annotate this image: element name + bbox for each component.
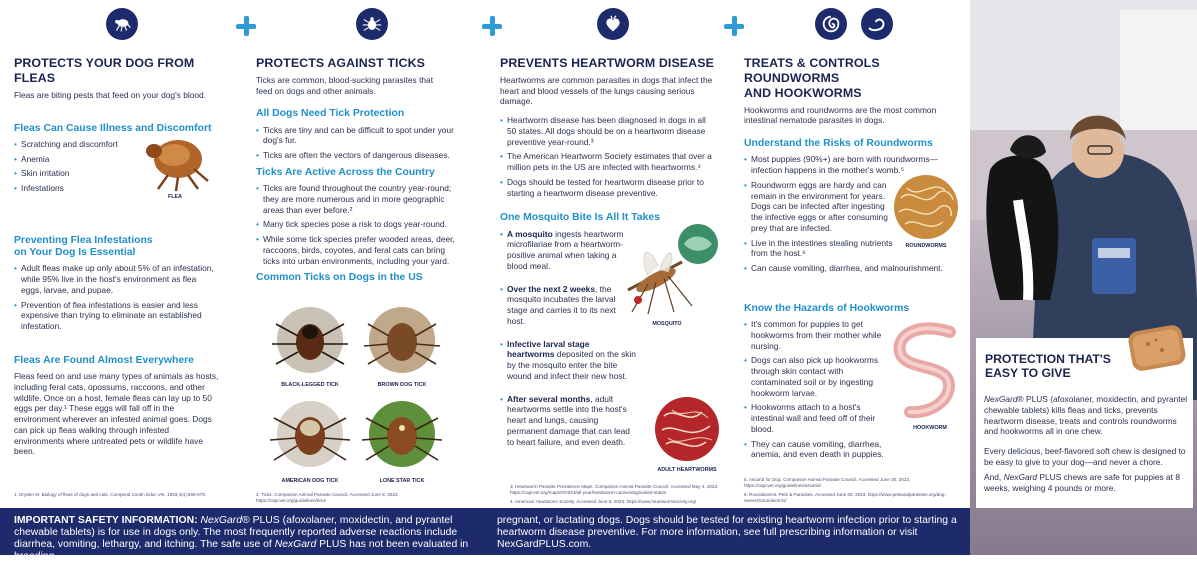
black-legged-tick-image (272, 307, 348, 373)
chew-tablet-image (1126, 322, 1188, 374)
hookworm-illustration (890, 318, 962, 422)
list-item: • They can cause vomiting, diarrhea, anemia, and even death in puppies. (744, 439, 884, 461)
list-item: • The American Heartworm Society estimates that over a million pets in the US are infected with heartworms.⁴ (500, 151, 715, 173)
ticks-heading-protection: All Dogs Need Tick Protection (256, 108, 405, 120)
list-item: • Dogs can also pick up hookworms through skin contact with contaminated soil or by ingesting hookworm larvae. (744, 355, 884, 398)
safety-text-left: IMPORTANT SAFETY INFORMATION: NexGard® PLUS (afoxolaner, moxidectin, and pyrantel chewable tablets) is for use in dogs only. The most frequently reported adverse reactions include diarrhea, vomiting, lethargy, and itching. The safe use of NexGard PLUS has not been evaluated in breeding, (14, 515, 469, 562)
plus-icon (236, 16, 256, 36)
tick-label-black-legged: BLACK-LEGGED TICK (281, 382, 339, 388)
worms-heading-roundworms: Understand the Risks of Roundworms (744, 138, 933, 150)
fleas-everywhere-text: Fleas feed on and use many types of animals as hosts, including feral cats, opossums, raccoons, and other wildlife. Once on a host, female fleas can lay up to 50 eggs per day.¹ These eggs will fall off in the environment wherever an infested animal goes. Dogs can pick up fleas walking through infested environments where untreated pets or wildlife have been. (14, 371, 219, 457)
fleas-column (14, 52, 234, 461)
lone-star-tick-image (362, 401, 442, 467)
list-item: • A mosquito ingests heartworm microfilariae from a heartworm-positive animal when taking a blood meal. (500, 229, 636, 272)
list-item: • Ticks are often the vectors of dangerous diseases. (256, 150, 456, 161)
ticks-heading-active: Ticks Are Active Across the Country (256, 166, 435, 178)
ticks-intro: Ticks are common, blood-sucking parasites that feed on dogs and other animals. (256, 74, 434, 96)
worms-heading-hookworms: Know the Hazards of Hookworms (744, 302, 910, 314)
fleas-footnote: 1. Dryden M. Biology of fleas of dogs and cats. Compend Contin Educ Vet. 1993;4(4):569-579. (14, 492, 207, 497)
heart-icon (597, 8, 629, 40)
list-item: • Ticks are tiny and can be difficult to spot under your dog's fur. (256, 125, 456, 147)
tick-label-brown-dog: BROWN DOG TICK (377, 382, 427, 388)
list-item: • Adult fleas make up only about 5% of an infestation, while 95% live in the host's environment as flea eggs, larvae, and pupae. (14, 263, 219, 295)
fleas-title: PROTECTS YOUR DOG FROM FLEAS (14, 56, 195, 85)
list-item: • Many tick species pose a risk to dogs year-round. (256, 219, 464, 230)
heartworm-facts-list (500, 115, 715, 198)
list-item: • Skin irritation (14, 168, 134, 179)
fleas-heading-preventing: Preventing Flea Infestations on Your Dog Is Essential (14, 234, 153, 259)
promo-title: PROTECTION THAT'S EASY TO GIVE (985, 352, 1111, 381)
promo-text-1: NexGard® PLUS (afoxolaner, moxidectin, and pyrantel chewable tablets) kills fleas and ticks, prevents heartworm disease, treats and controls roundworms and hookworms all in one chew. (984, 394, 1188, 437)
list-item: • It's common for puppies to get hookworms from their mother while nursing. (744, 319, 884, 351)
fleas-heading-illness: Fleas Can Cause Illness and Discomfort (14, 122, 212, 134)
list-item: • Prevention of flea infestations is easier and less expensive than trying to eliminate an established infestation. (14, 300, 219, 332)
list-item: • Ticks are found throughout the country year-round; they are more numerous and in more geographic areas than ever before.² (256, 183, 464, 215)
adult-heartworms-label: ADULT HEARTWORMS (657, 467, 717, 473)
list-item: • After several months, adult heartworms settle into the host's heart and lungs, causing permanent damage that can lead to heart failure, and even death. (500, 394, 636, 448)
fleas-preventing-list (14, 263, 219, 332)
important-safety-information-bar (0, 508, 970, 562)
list-item: • Live in the intestines stealing nutrients from the host.⁶ (744, 238, 900, 260)
worms-title: TREATS & CONTROLS ROUNDWORMS AND HOOKWORMS (744, 56, 880, 100)
ticks-protection-list (256, 125, 456, 161)
heartworm-footnote-3: 3. Heartworm Parasite Prevalence Maps. Companion Animal Parasite Council. Accessed May 4, 2023. https://capcvet.org/maps/#/2023/all-year/heartworm-canine/dog/united-states (510, 484, 719, 495)
mosquito-illustration (618, 222, 722, 320)
roundworm-icon (815, 8, 847, 40)
list-item: • Can cause vomiting, diarrhea, and malnourishment. (744, 263, 956, 274)
hookworm-label: HOOKWORM (913, 425, 947, 431)
ticks-column (256, 52, 470, 289)
list-item: • Infective larval stage heartworms deposited on the skin by the mosquito enter the bite wound and infect their new host. (500, 339, 636, 382)
list-item: • Heartworm disease has been diagnosed in dogs in all 50 states. All dogs should be on a heartworm disease preventive year-round.³ (500, 115, 715, 147)
ticks-illustrations (258, 302, 458, 488)
american-dog-tick-image (270, 401, 350, 467)
ticks-title: PROTECTS AGAINST TICKS (256, 56, 426, 70)
list-item: • Scratching and discomfort (14, 139, 134, 150)
fleas-illness-list (14, 139, 134, 194)
plus-icon (724, 16, 744, 36)
brown-dog-tick-image (364, 307, 440, 373)
tick-icon (356, 8, 388, 40)
heartworm-title: PREVENTS HEARTWORM DISEASE (500, 56, 714, 70)
adult-heartworms-illustration (654, 396, 720, 462)
heartworm-intro: Heartworms are common parasites in dogs that infect the heart and blood vessels of the lungs causing serious damage. (500, 74, 713, 107)
list-item: • While some tick species prefer wooded areas, deer, raccoons, birds, coyotes, and feral cats can bring ticks into urban environments, including your yard. (256, 234, 464, 266)
plus-icon (482, 16, 502, 36)
promo-box (976, 338, 1193, 508)
flea-illustration (140, 125, 210, 193)
list-item: • Infestations (14, 183, 134, 194)
worms-intro: Hookworms and roundworms are the most common intestinal nematode parasites in dogs. (744, 104, 937, 126)
list-item: • Most puppies (90%+) are born with roundworms—infection happens in the mother's womb.⁵ (744, 154, 956, 176)
list-item: • Anemia (14, 154, 134, 165)
tick-label-american-dog: AMERICAN DOG TICK (281, 478, 339, 484)
heartworm-heading-mosquito: One Mosquito Bite Is All It Takes (500, 212, 660, 224)
list-item: • Hookworms attach to a host's intestinal wall and feed off of their blood. (744, 402, 884, 434)
flea-icon (106, 8, 138, 40)
fleas-intro: Fleas are biting pests that feed on your dog's blood. (14, 89, 207, 100)
safety-text-right: pregnant, or lactating dogs. Dogs should be tested for existing heartworm infection prior to starting a heartworm disease preventive. For more information, see full prescribing information or visit NexGardPLUS.com. (497, 515, 957, 550)
heartworm-footnote-4: 4. American Heartworm Society. Accessed June 5, 2023. https://www.heartwormsociety.org/ (510, 499, 697, 504)
worms-footnote-5: 5. Ascarid for Dog. Companion Animal Parasite Council. Accessed June 30, 2023. https://capcvet.org/guidelines/ascarid/ (744, 477, 911, 488)
ticks-footnote: 2. Ticks. Companion Animal Parasite Council. Accessed June 8, 2023. https://capcvet.org/guidelines/ticks (256, 492, 399, 503)
ticks-active-list (256, 183, 464, 266)
promo-text-3: And, NexGard PLUS chews are safe for puppies at 8 weeks, weighing 4 pounds or more. (984, 472, 1180, 493)
worms-footnote-6: 6. Roundworms. Pets & Parasites. Accessed June 30, 2023. https://www.petsandparasites.org/dog-owners/roundworms/ (744, 492, 946, 503)
list-item: • Roundworm eggs are hardy and can remain in the environment for years. Dogs can be infected after ingesting the infective eggs or after consuming prey that are infected. (744, 180, 890, 234)
fleas-heading-everywhere: Fleas Are Found Almost Everywhere (14, 354, 194, 366)
mosquito-label: MOSQUITO (652, 321, 682, 327)
tick-label-lone-star: LONE STAR TICK (379, 478, 425, 484)
heartworm-lifecycle-list (500, 229, 636, 448)
ticks-heading-common: Common Ticks on Dogs in the US (256, 272, 423, 284)
flea-label: FLEA (167, 194, 183, 200)
list-item: • Over the next 2 weeks, the mosquito incubates the larval stage and carries it to its next host. (500, 284, 636, 327)
roundworms-label: ROUNDWORMS (905, 243, 947, 249)
roundworms-illustration (893, 174, 959, 240)
promo-text-2: Every delicious, beef-flavored soft chew is designed to be easy to give to your dog—and never a chore. (984, 446, 1186, 467)
icon-strip (0, 8, 970, 48)
list-item: • Dogs should be tested for heartworm disease prior to starting a heartworm disease preventive. (500, 177, 715, 199)
hookworms-list (744, 319, 884, 460)
hookworm-icon (861, 8, 893, 40)
